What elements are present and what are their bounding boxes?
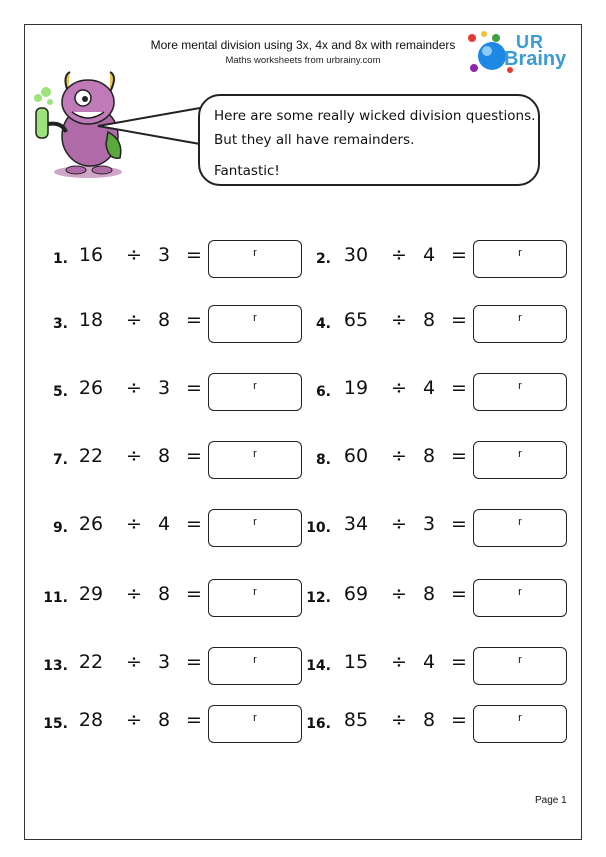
dividend: 34 bbox=[343, 513, 369, 535]
logo-text-brainy: Brainy bbox=[504, 48, 567, 70]
question-number: 3. bbox=[52, 316, 68, 332]
division-sign: ÷ bbox=[391, 583, 407, 605]
answer-box[interactable] bbox=[208, 240, 302, 278]
dividend: 60 bbox=[343, 445, 369, 467]
question-13 bbox=[42, 647, 322, 687]
question-2 bbox=[305, 240, 585, 280]
divisor: 4 bbox=[157, 513, 171, 535]
equals-sign: = bbox=[451, 513, 467, 535]
remainder-label: r bbox=[518, 312, 522, 324]
question-12 bbox=[305, 579, 585, 619]
equals-sign: = bbox=[186, 244, 202, 266]
dividend: 15 bbox=[343, 651, 369, 673]
answer-box[interactable] bbox=[473, 240, 567, 278]
question-number: 8. bbox=[315, 452, 331, 468]
equals-sign: = bbox=[451, 244, 467, 266]
speech-bubble-tail bbox=[96, 104, 206, 154]
dividend: 22 bbox=[78, 445, 104, 467]
page-subtitle: Maths worksheets from urbrainy.com bbox=[225, 55, 381, 66]
logo-text-ur: UR bbox=[516, 32, 544, 52]
question-6 bbox=[305, 373, 585, 413]
remainder-label: r bbox=[518, 380, 522, 392]
question-number: 7. bbox=[52, 452, 68, 468]
question-number: 10. bbox=[306, 520, 331, 536]
remainder-label: r bbox=[253, 516, 257, 528]
answer-box[interactable] bbox=[473, 705, 567, 743]
dividend: 18 bbox=[78, 309, 104, 331]
answer-box[interactable] bbox=[208, 441, 302, 479]
question-number: 12. bbox=[306, 590, 331, 606]
bubble-text-line3: Fantastic! bbox=[214, 163, 280, 179]
equals-sign: = bbox=[186, 651, 202, 673]
dividend: 28 bbox=[78, 709, 104, 731]
page-title: More mental division using 3x, 4x and 8x with remainders bbox=[150, 38, 456, 52]
equals-sign: = bbox=[186, 583, 202, 605]
remainder-label: r bbox=[518, 586, 522, 598]
question-number: 14. bbox=[306, 658, 331, 674]
division-sign: ÷ bbox=[126, 377, 142, 399]
division-sign: ÷ bbox=[126, 709, 142, 731]
equals-sign: = bbox=[186, 377, 202, 399]
equals-sign: = bbox=[186, 445, 202, 467]
divisor: 8 bbox=[422, 309, 436, 331]
divisor: 4 bbox=[422, 651, 436, 673]
answer-box[interactable] bbox=[473, 579, 567, 617]
divisor: 8 bbox=[422, 583, 436, 605]
remainder-label: r bbox=[253, 448, 257, 460]
question-number: 4. bbox=[315, 316, 331, 332]
equals-sign: = bbox=[186, 709, 202, 731]
division-sign: ÷ bbox=[391, 513, 407, 535]
equals-sign: = bbox=[451, 445, 467, 467]
question-number: 9. bbox=[52, 520, 68, 536]
divisor: 4 bbox=[422, 244, 436, 266]
divisor: 3 bbox=[157, 244, 171, 266]
question-number: 11. bbox=[43, 590, 68, 606]
answer-box[interactable] bbox=[208, 705, 302, 743]
question-5 bbox=[42, 373, 322, 413]
divisor: 4 bbox=[422, 377, 436, 399]
question-14 bbox=[305, 647, 585, 687]
division-sign: ÷ bbox=[391, 244, 407, 266]
division-sign: ÷ bbox=[126, 513, 142, 535]
division-sign: ÷ bbox=[391, 377, 407, 399]
question-number: 16. bbox=[306, 716, 331, 732]
dividend: 29 bbox=[78, 583, 104, 605]
divisor: 3 bbox=[422, 513, 436, 535]
division-sign: ÷ bbox=[391, 309, 407, 331]
dividend: 19 bbox=[343, 377, 369, 399]
dividend: 69 bbox=[343, 583, 369, 605]
remainder-label: r bbox=[253, 380, 257, 392]
urbrainy-logo bbox=[462, 30, 580, 76]
remainder-label: r bbox=[518, 516, 522, 528]
divisor: 3 bbox=[157, 377, 171, 399]
division-sign: ÷ bbox=[391, 651, 407, 673]
answer-box[interactable] bbox=[473, 441, 567, 479]
division-sign: ÷ bbox=[126, 309, 142, 331]
bubble-text-line1: Here are some really wicked division questions. bbox=[214, 108, 536, 124]
equals-sign: = bbox=[186, 309, 202, 331]
remainder-label: r bbox=[518, 448, 522, 460]
divisor: 8 bbox=[422, 445, 436, 467]
divisor: 8 bbox=[157, 445, 171, 467]
divisor: 8 bbox=[157, 583, 171, 605]
dividend: 16 bbox=[78, 244, 104, 266]
answer-box[interactable] bbox=[208, 305, 302, 343]
page-number: Page 1 bbox=[535, 795, 567, 806]
dividend: 65 bbox=[343, 309, 369, 331]
remainder-label: r bbox=[253, 586, 257, 598]
divisor: 8 bbox=[157, 709, 171, 731]
question-11 bbox=[42, 579, 322, 619]
dividend: 30 bbox=[343, 244, 369, 266]
question-15 bbox=[42, 705, 322, 745]
question-4 bbox=[305, 305, 585, 345]
question-8 bbox=[305, 441, 585, 481]
answer-box[interactable] bbox=[208, 373, 302, 411]
question-7 bbox=[42, 441, 322, 481]
question-10 bbox=[305, 509, 585, 549]
remainder-label: r bbox=[518, 247, 522, 259]
equals-sign: = bbox=[451, 583, 467, 605]
answer-box[interactable] bbox=[473, 647, 567, 685]
question-number: 1. bbox=[52, 251, 68, 267]
remainder-label: r bbox=[253, 247, 257, 259]
question-number: 13. bbox=[43, 658, 68, 674]
equals-sign: = bbox=[451, 709, 467, 731]
divisor: 8 bbox=[157, 309, 171, 331]
remainder-label: r bbox=[253, 712, 257, 724]
answer-box[interactable] bbox=[208, 647, 302, 685]
dividend: 22 bbox=[78, 651, 104, 673]
question-9 bbox=[42, 509, 322, 549]
equals-sign: = bbox=[451, 309, 467, 331]
answer-box[interactable] bbox=[473, 305, 567, 343]
dividend: 85 bbox=[343, 709, 369, 731]
remainder-label: r bbox=[253, 654, 257, 666]
division-sign: ÷ bbox=[391, 445, 407, 467]
equals-sign: = bbox=[451, 651, 467, 673]
remainder-label: r bbox=[518, 654, 522, 666]
division-sign: ÷ bbox=[126, 244, 142, 266]
divisor: 3 bbox=[157, 651, 171, 673]
divisor: 8 bbox=[422, 709, 436, 731]
question-number: 15. bbox=[43, 716, 68, 732]
dividend: 26 bbox=[78, 513, 104, 535]
question-3 bbox=[42, 305, 322, 345]
answer-box[interactable] bbox=[473, 509, 567, 547]
question-number: 6. bbox=[315, 384, 331, 400]
answer-box[interactable] bbox=[208, 509, 302, 547]
answer-box[interactable] bbox=[208, 579, 302, 617]
dividend: 26 bbox=[78, 377, 104, 399]
question-number: 2. bbox=[315, 251, 331, 267]
bubble-text-line2: But they all have remainders. bbox=[214, 132, 415, 148]
equals-sign: = bbox=[186, 513, 202, 535]
division-sign: ÷ bbox=[391, 709, 407, 731]
division-sign: ÷ bbox=[126, 583, 142, 605]
division-sign: ÷ bbox=[126, 651, 142, 673]
remainder-label: r bbox=[518, 712, 522, 724]
question-16 bbox=[305, 705, 585, 745]
division-sign: ÷ bbox=[126, 445, 142, 467]
equals-sign: = bbox=[451, 377, 467, 399]
answer-box[interactable] bbox=[473, 373, 567, 411]
remainder-label: r bbox=[253, 312, 257, 324]
question-number: 5. bbox=[52, 384, 68, 400]
question-1 bbox=[42, 240, 322, 280]
